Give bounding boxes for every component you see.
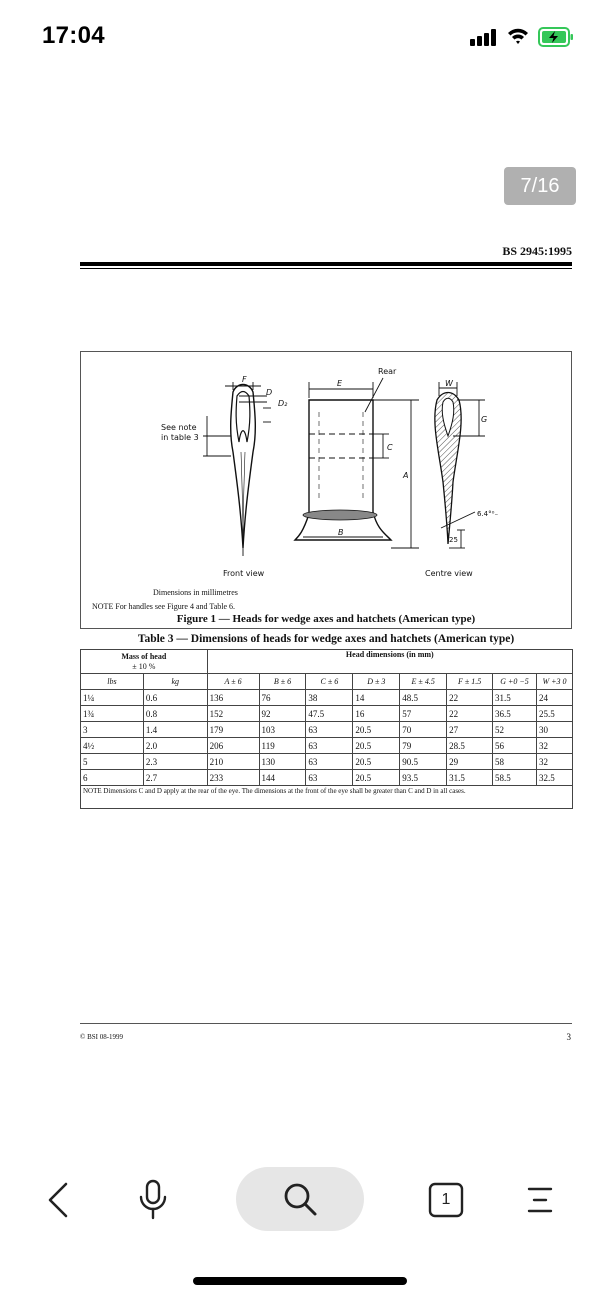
table-cell: 103	[259, 722, 306, 738]
column-header: A ± 6	[207, 674, 259, 690]
table-cell: 58	[493, 754, 537, 770]
table-cell: 93.5	[400, 770, 447, 786]
table-cell: 63	[306, 770, 353, 786]
angle-label: 6.4°⁰₋	[477, 510, 499, 518]
table-cell: 179	[207, 722, 259, 738]
column-header: W +3 0	[536, 674, 572, 690]
voice-button[interactable]	[130, 1165, 176, 1235]
table-cell: 0.8	[143, 706, 207, 722]
battery-charging-icon	[538, 27, 574, 47]
table-cell: 3	[81, 722, 144, 738]
table-cell: 1¾	[81, 706, 144, 722]
table-cell: 27	[447, 722, 493, 738]
table-cell: 47.5	[306, 706, 353, 722]
table-cell: 36.5	[493, 706, 537, 722]
see-note-label-2: in table 3	[161, 433, 199, 442]
table-cell: 2.7	[143, 770, 207, 786]
table-cell: 56	[493, 738, 537, 754]
header-rule	[80, 262, 572, 266]
table-cell: 22	[447, 690, 493, 706]
table-cell: 1.4	[143, 722, 207, 738]
dim-label-d: D	[266, 388, 273, 397]
dim-label-f: F	[242, 375, 247, 384]
column-header: lbs	[81, 674, 144, 690]
tabs-button[interactable]	[424, 1165, 468, 1235]
table-cell: 32	[536, 738, 572, 754]
table-row	[81, 722, 573, 738]
table-row	[81, 738, 573, 754]
table-cell: 20.5	[353, 722, 400, 738]
axe-head-drawing	[81, 352, 571, 592]
table-cell: 90.5	[400, 754, 447, 770]
table-cell: 2.0	[143, 738, 207, 754]
standard-code: BS 2945:1995	[502, 244, 572, 258]
status-time: 17:04	[42, 22, 105, 49]
column-header: D ± 3	[353, 674, 400, 690]
table-cell: 22	[447, 706, 493, 722]
centre-view-label: Centre view	[425, 569, 473, 578]
column-header: C ± 6	[306, 674, 353, 690]
table-cell: 4½	[81, 738, 144, 754]
see-note-label: See note	[161, 423, 197, 432]
tab-count: 1	[441, 1191, 451, 1208]
table-row	[81, 706, 573, 722]
page-counter: 7/16	[504, 167, 576, 205]
table-cell: 31.5	[447, 770, 493, 786]
table-title: Table 3 — Dimensions of heads for wedge axes and hatchets (American type)	[137, 633, 515, 645]
table-cell: 25.5	[536, 706, 572, 722]
table-cell: 206	[207, 738, 259, 754]
table-row	[81, 690, 573, 706]
page-number: 3	[566, 1032, 571, 1042]
table-cell: 1¼	[81, 690, 144, 706]
table-cell: 20.5	[353, 754, 400, 770]
table-cell: 6	[81, 770, 144, 786]
table-cell: 210	[207, 754, 259, 770]
dim-label-g: G	[481, 415, 488, 424]
table-cell: 92	[259, 706, 306, 722]
table-cell: 76	[259, 690, 306, 706]
microphone-icon	[137, 1179, 169, 1221]
rear-label: Rear	[378, 367, 397, 376]
head-dimensions-header: Head dimensions (in mm)	[207, 650, 572, 674]
dim-label-e: E	[337, 379, 343, 388]
table-cell: 16	[353, 706, 400, 722]
table-cell: 38	[306, 690, 353, 706]
table-note: NOTE Dimensions C and D apply at the rear of the eye. The dimensions at the front of the eye shall be greater than C and D in all cases.	[81, 786, 573, 809]
footer-rule	[80, 1023, 572, 1024]
dimensions-note: Dimensions in millimetres	[153, 588, 238, 597]
figure-1	[80, 351, 572, 629]
table-cell: 52	[493, 722, 537, 738]
table-row	[81, 754, 573, 770]
dim-label-a: A	[403, 471, 409, 480]
side-view-drawing	[295, 378, 419, 548]
table-cell: 5	[81, 754, 144, 770]
table-row	[81, 770, 573, 786]
menu-icon	[526, 1186, 554, 1214]
search-icon	[282, 1181, 318, 1217]
column-header: F ± 1.5	[447, 674, 493, 690]
table-cell: 32.5	[536, 770, 572, 786]
copyright: © BSI 08-1999	[80, 1033, 124, 1041]
table-cell: 233	[207, 770, 259, 786]
table-cell: 144	[259, 770, 306, 786]
dim-label-b: B	[338, 528, 344, 537]
table-cell: 70	[400, 722, 447, 738]
back-button[interactable]	[36, 1165, 80, 1235]
column-header: kg	[143, 674, 207, 690]
table-cell: 48.5	[400, 690, 447, 706]
table-cell: 119	[259, 738, 306, 754]
status-bar	[0, 0, 600, 74]
dim-label-d2: D₂	[278, 399, 288, 408]
table-cell: 79	[400, 738, 447, 754]
table-body	[81, 690, 573, 786]
figure-caption: Figure 1 — Heads for wedge axes and hatchets (American type)	[176, 613, 476, 625]
table-header-row	[81, 650, 573, 674]
column-header-row	[81, 674, 573, 690]
dimensions-table	[80, 649, 573, 809]
table-cell: 63	[306, 722, 353, 738]
tip-label: 25	[449, 536, 458, 544]
table-cell: 32	[536, 754, 572, 770]
dim-label-w: W	[445, 379, 453, 388]
table-cell: 63	[306, 754, 353, 770]
column-header: E ± 4.5	[400, 674, 447, 690]
home-indicator[interactable]	[193, 1277, 407, 1285]
dim-label-c: C	[387, 443, 393, 452]
table-cell: 14	[353, 690, 400, 706]
front-view-drawing	[203, 382, 271, 556]
table-cell: 152	[207, 706, 259, 722]
menu-button[interactable]	[518, 1165, 562, 1235]
table-cell: 63	[306, 738, 353, 754]
chevron-left-icon	[46, 1181, 70, 1219]
header-rule-thin	[80, 268, 572, 269]
wifi-icon	[507, 26, 529, 46]
table-cell: 29	[447, 754, 493, 770]
table-cell: 30	[536, 722, 572, 738]
table-cell: 24	[536, 690, 572, 706]
table-cell: 20.5	[353, 738, 400, 754]
table-cell: 57	[400, 706, 447, 722]
table-note-row	[81, 786, 573, 809]
front-view-label: Front view	[223, 569, 265, 578]
search-button[interactable]	[236, 1167, 364, 1231]
table-cell: 2.3	[143, 754, 207, 770]
handles-note: NOTE For handles see Figure 4 and Table 6.	[92, 602, 236, 611]
cellular-signal-icon	[470, 29, 498, 46]
table-cell: 20.5	[353, 770, 400, 786]
mass-header: Mass of head ± 10 %	[81, 650, 208, 674]
table-cell: 0.6	[143, 690, 207, 706]
column-header: B ± 6	[259, 674, 306, 690]
table-cell: 136	[207, 690, 259, 706]
table-cell: 28.5	[447, 738, 493, 754]
table-cell: 31.5	[493, 690, 537, 706]
column-header: G +0 −5	[493, 674, 537, 690]
table-cell: 58.5	[493, 770, 537, 786]
table-cell: 130	[259, 754, 306, 770]
